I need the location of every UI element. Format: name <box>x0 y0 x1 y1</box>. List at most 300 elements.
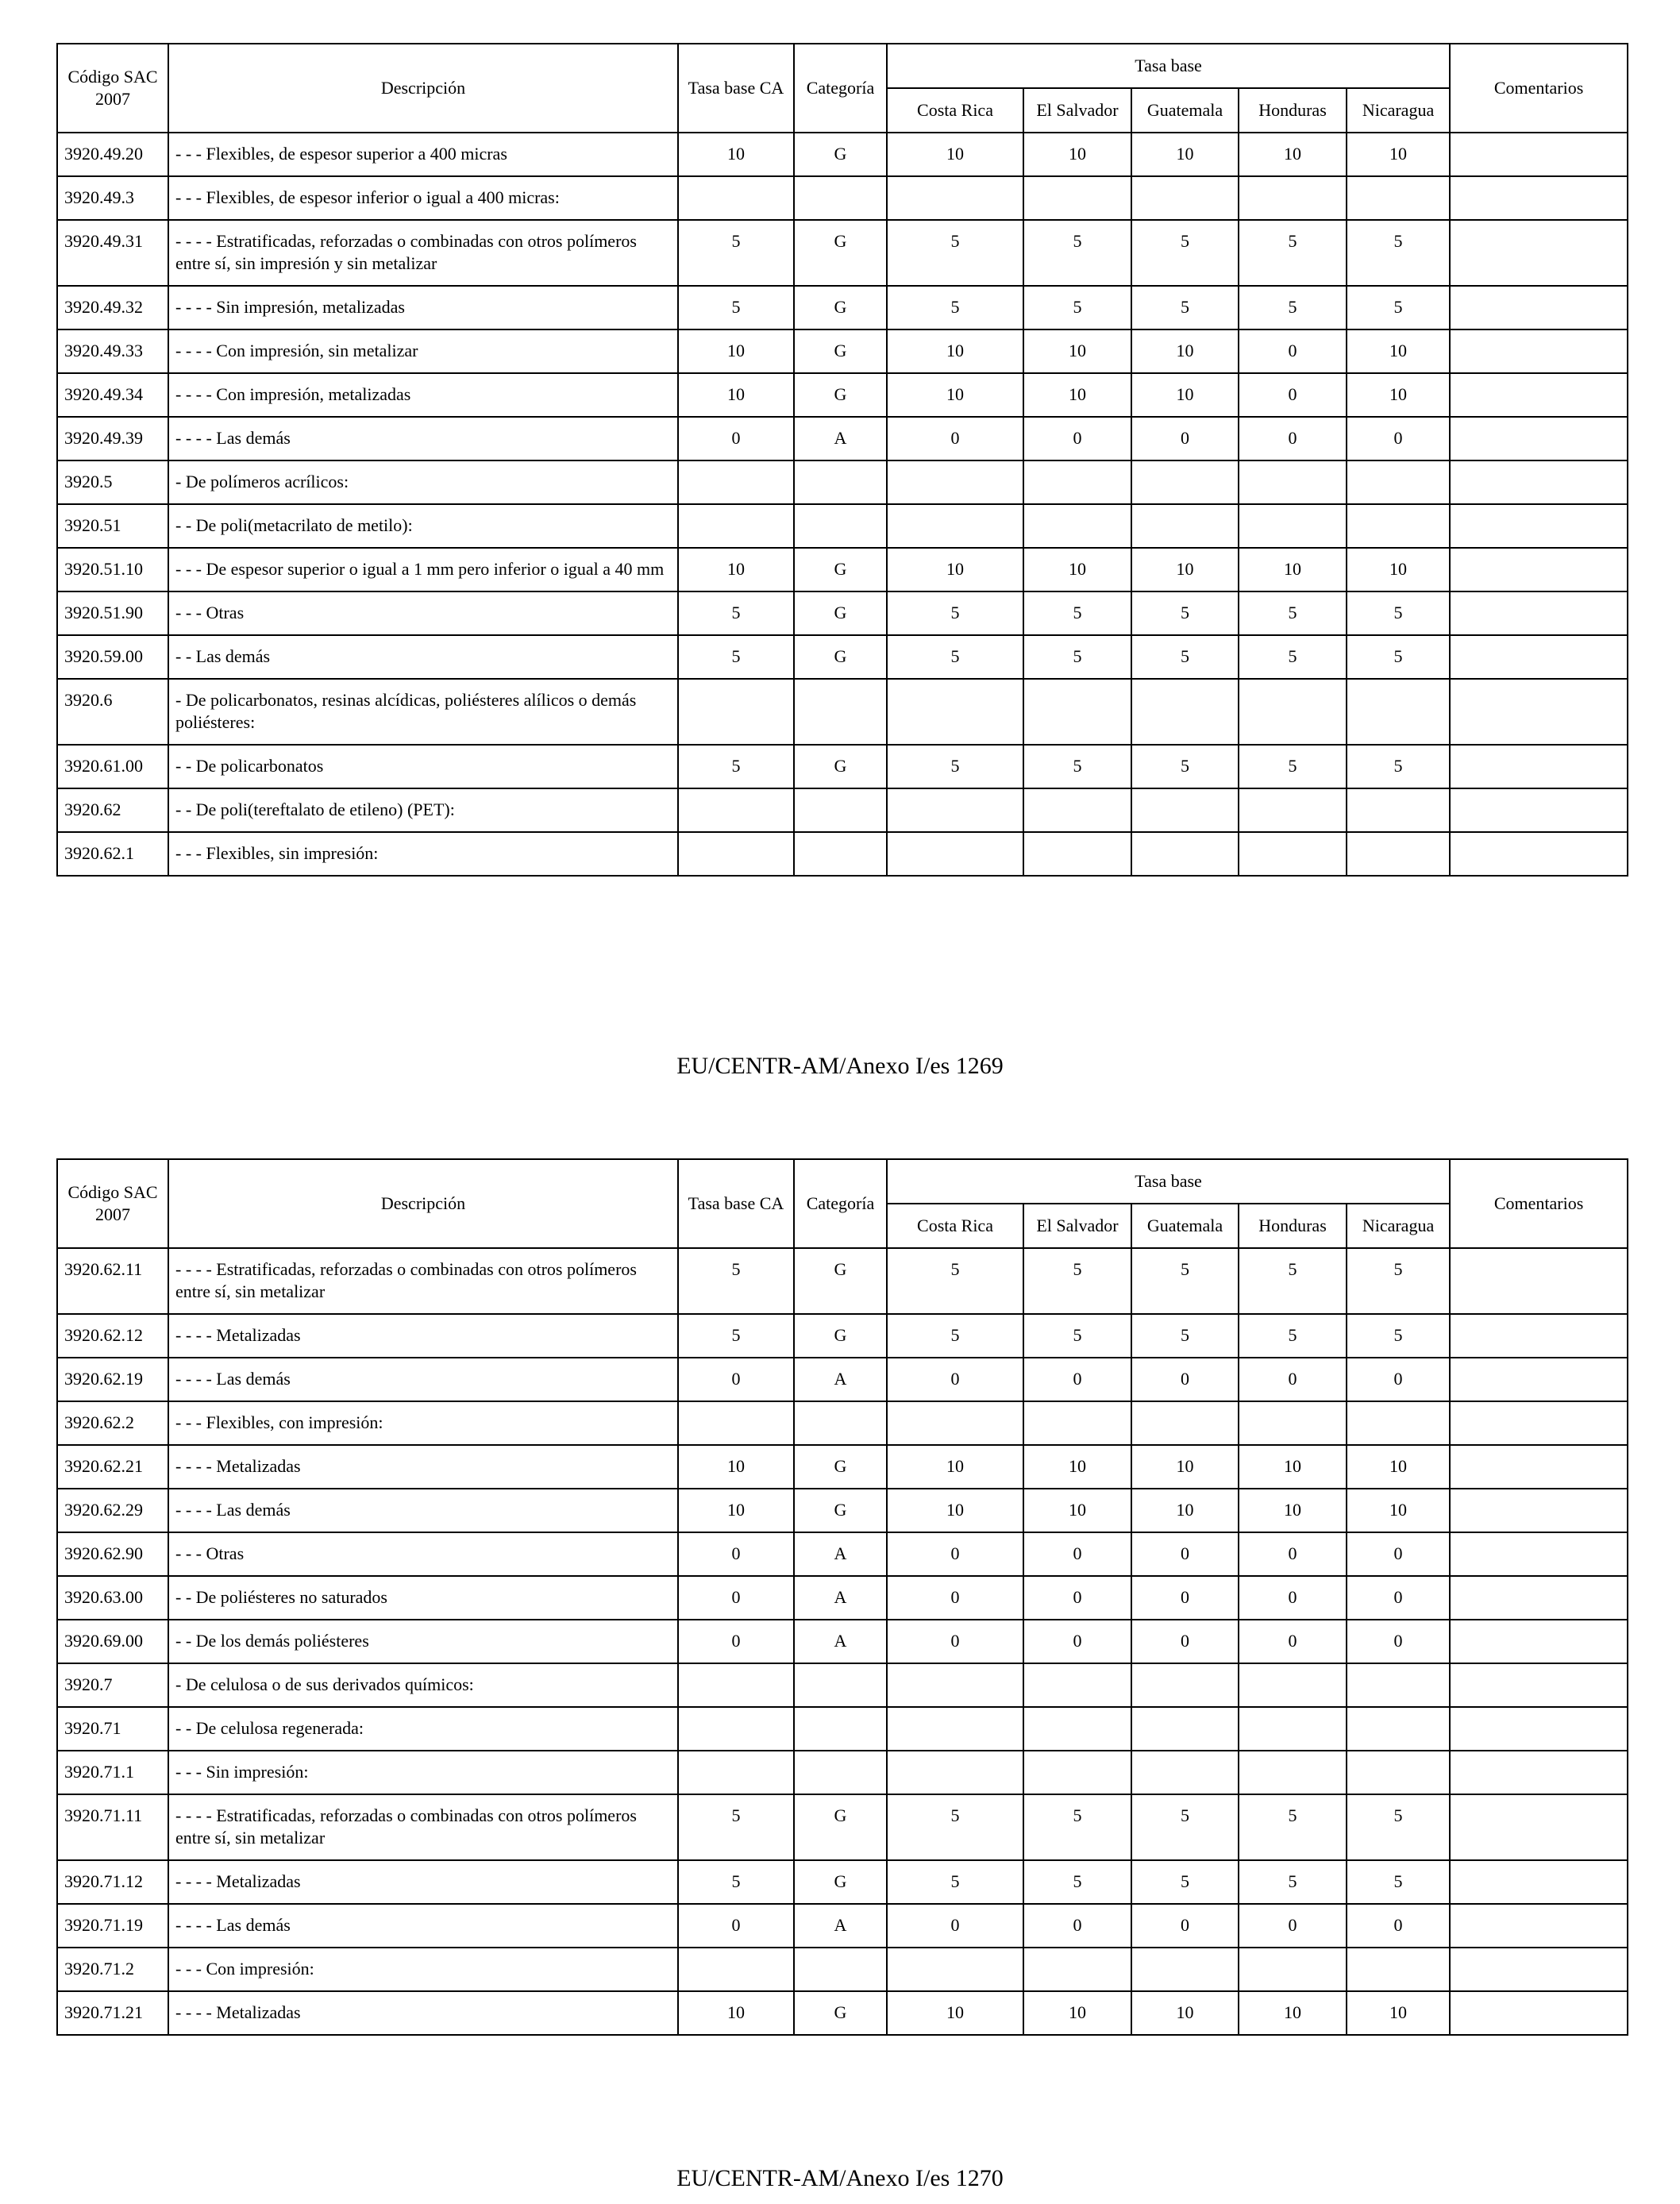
table-row <box>57 1860 1628 1904</box>
cell-code: 3920.71.21 <box>57 1991 168 2035</box>
cell-code: 3920.62.21 <box>57 1445 168 1489</box>
cell-rate-el-salvador: 10 <box>1023 1991 1131 2035</box>
cell-category <box>794 504 887 548</box>
table-row <box>57 220 1628 286</box>
cell-rate-costa-rica: 0 <box>887 1904 1023 1948</box>
cell-rate-el-salvador <box>1023 832 1131 876</box>
cell-comments <box>1450 1358 1628 1401</box>
cell-category: A <box>794 1904 887 1948</box>
cell-rate-nicaragua: 5 <box>1347 745 1450 788</box>
table-row <box>57 417 1628 460</box>
header-country-honduras: Honduras <box>1239 1204 1347 1248</box>
cell-rate-costa-rica: 5 <box>887 220 1023 286</box>
table-row <box>57 1401 1628 1445</box>
cell-rate-nicaragua: 10 <box>1347 329 1450 373</box>
cell-rate-el-salvador <box>1023 504 1131 548</box>
header-base-rate: Tasa base <box>887 1159 1450 1204</box>
cell-description: - - De poliésteres no saturados <box>168 1576 678 1620</box>
cell-description: - - - - Las demás <box>168 417 678 460</box>
cell-category: G <box>794 1489 887 1532</box>
cell-category: G <box>794 133 887 176</box>
cell-comments <box>1450 176 1628 220</box>
cell-rate-honduras: 0 <box>1239 1904 1347 1948</box>
cell-base-rate-ca: 10 <box>678 133 794 176</box>
cell-rate-honduras: 5 <box>1239 286 1347 329</box>
cell-base-rate-ca <box>678 1948 794 1991</box>
cell-comments <box>1450 1794 1628 1860</box>
table-row <box>57 286 1628 329</box>
cell-rate-el-salvador <box>1023 1707 1131 1751</box>
cell-rate-nicaragua: 5 <box>1347 1860 1450 1904</box>
cell-rate-guatemala: 0 <box>1131 417 1239 460</box>
cell-description: - - - - Metalizadas <box>168 1991 678 2035</box>
cell-base-rate-ca <box>678 679 794 745</box>
cell-comments <box>1450 1991 1628 2035</box>
cell-base-rate-ca: 5 <box>678 591 794 635</box>
header-country-nicaragua: Nicaragua <box>1347 88 1450 133</box>
cell-rate-guatemala: 5 <box>1131 591 1239 635</box>
cell-rate-nicaragua: 5 <box>1347 286 1450 329</box>
cell-description: - - - - Las demás <box>168 1358 678 1401</box>
cell-code: 3920.5 <box>57 460 168 504</box>
cell-rate-honduras <box>1239 176 1347 220</box>
cell-rate-nicaragua: 10 <box>1347 1991 1450 2035</box>
cell-description: - - - - Con impresión, sin metalizar <box>168 329 678 373</box>
cell-rate-el-salvador: 5 <box>1023 635 1131 679</box>
cell-code: 3920.51.90 <box>57 591 168 635</box>
cell-category: G <box>794 1248 887 1314</box>
cell-category <box>794 788 887 832</box>
cell-code: 3920.71.1 <box>57 1751 168 1794</box>
table-row <box>57 1532 1628 1576</box>
cell-rate-el-salvador: 5 <box>1023 745 1131 788</box>
cell-rate-nicaragua: 5 <box>1347 1794 1450 1860</box>
cell-base-rate-ca <box>678 1401 794 1445</box>
cell-rate-honduras: 0 <box>1239 417 1347 460</box>
cell-rate-costa-rica: 10 <box>887 1991 1023 2035</box>
cell-rate-el-salvador: 0 <box>1023 1532 1131 1576</box>
cell-rate-nicaragua <box>1347 832 1450 876</box>
cell-rate-nicaragua <box>1347 460 1450 504</box>
cell-description: - - - - Las demás <box>168 1904 678 1948</box>
cell-rate-costa-rica: 10 <box>887 1489 1023 1532</box>
cell-code: 3920.63.00 <box>57 1576 168 1620</box>
cell-base-rate-ca: 10 <box>678 548 794 591</box>
cell-base-rate-ca <box>678 788 794 832</box>
cell-category: A <box>794 1358 887 1401</box>
header-base-rate: Tasa base <box>887 44 1450 88</box>
cell-comments <box>1450 1620 1628 1663</box>
table-row <box>57 460 1628 504</box>
cell-rate-nicaragua: 0 <box>1347 1532 1450 1576</box>
cell-base-rate-ca: 5 <box>678 1860 794 1904</box>
cell-base-rate-ca: 10 <box>678 1489 794 1532</box>
cell-rate-guatemala: 10 <box>1131 1991 1239 2035</box>
cell-rate-honduras <box>1239 1751 1347 1794</box>
cell-base-rate-ca <box>678 1751 794 1794</box>
cell-rate-nicaragua <box>1347 1401 1450 1445</box>
cell-category: A <box>794 1532 887 1576</box>
cell-rate-nicaragua <box>1347 788 1450 832</box>
cell-category: G <box>794 1314 887 1358</box>
header-code: Código SAC 2007 <box>57 44 168 133</box>
cell-description: - - De poli(metacrilato de metilo): <box>168 504 678 548</box>
cell-base-rate-ca: 10 <box>678 1991 794 2035</box>
cell-category <box>794 832 887 876</box>
cell-category: G <box>794 1991 887 2035</box>
cell-rate-honduras: 0 <box>1239 373 1347 417</box>
cell-rate-honduras: 5 <box>1239 1314 1347 1358</box>
cell-rate-nicaragua <box>1347 1751 1450 1794</box>
cell-comments <box>1450 745 1628 788</box>
cell-rate-costa-rica <box>887 832 1023 876</box>
cell-code: 3920.69.00 <box>57 1620 168 1663</box>
cell-code: 3920.62.29 <box>57 1489 168 1532</box>
cell-rate-nicaragua <box>1347 679 1450 745</box>
cell-code: 3920.71.12 <box>57 1860 168 1904</box>
header-category: Categoría <box>794 44 887 133</box>
cell-code: 3920.49.39 <box>57 417 168 460</box>
cell-code: 3920.49.3 <box>57 176 168 220</box>
cell-category <box>794 1663 887 1707</box>
cell-code: 3920.51.10 <box>57 548 168 591</box>
cell-rate-guatemala: 0 <box>1131 1358 1239 1401</box>
cell-rate-el-salvador: 10 <box>1023 329 1131 373</box>
header-country-honduras: Honduras <box>1239 88 1347 133</box>
cell-code: 3920.62.90 <box>57 1532 168 1576</box>
cell-rate-el-salvador <box>1023 176 1131 220</box>
cell-code: 3920.62.19 <box>57 1358 168 1401</box>
cell-rate-guatemala: 5 <box>1131 1860 1239 1904</box>
cell-comments <box>1450 1663 1628 1707</box>
cell-rate-honduras <box>1239 1401 1347 1445</box>
cell-rate-nicaragua: 5 <box>1347 591 1450 635</box>
cell-rate-el-salvador <box>1023 788 1131 832</box>
table-row <box>57 1576 1628 1620</box>
cell-code: 3920.71.2 <box>57 1948 168 1991</box>
cell-category <box>794 1401 887 1445</box>
cell-rate-costa-rica <box>887 788 1023 832</box>
cell-category: G <box>794 1860 887 1904</box>
table-row <box>57 133 1628 176</box>
cell-comments <box>1450 1314 1628 1358</box>
cell-base-rate-ca <box>678 176 794 220</box>
cell-rate-guatemala <box>1131 679 1239 745</box>
cell-base-rate-ca: 5 <box>678 745 794 788</box>
table-row <box>57 1314 1628 1358</box>
cell-description: - - De policarbonatos <box>168 745 678 788</box>
cell-description: - - - Flexibles, de espesor inferior o igual a 400 micras: <box>168 176 678 220</box>
cell-base-rate-ca: 0 <box>678 417 794 460</box>
cell-rate-nicaragua: 10 <box>1347 548 1450 591</box>
cell-rate-honduras <box>1239 788 1347 832</box>
cell-description: - - De los demás poliésteres <box>168 1620 678 1663</box>
cell-rate-guatemala: 10 <box>1131 548 1239 591</box>
cell-rate-honduras: 10 <box>1239 1991 1347 2035</box>
cell-rate-honduras <box>1239 504 1347 548</box>
table-row <box>57 1751 1628 1794</box>
cell-rate-costa-rica: 10 <box>887 1445 1023 1489</box>
cell-rate-el-salvador: 10 <box>1023 1489 1131 1532</box>
cell-code: 3920.49.32 <box>57 286 168 329</box>
cell-description: - - - - Sin impresión, metalizadas <box>168 286 678 329</box>
table-row <box>57 373 1628 417</box>
cell-rate-nicaragua: 5 <box>1347 220 1450 286</box>
cell-category <box>794 1948 887 1991</box>
cell-code: 3920.49.34 <box>57 373 168 417</box>
cell-code: 3920.61.00 <box>57 745 168 788</box>
cell-description: - - - - Con impresión, metalizadas <box>168 373 678 417</box>
cell-category: A <box>794 1620 887 1663</box>
table-row <box>57 1663 1628 1707</box>
header-category: Categoría <box>794 1159 887 1248</box>
cell-code: 3920.62.12 <box>57 1314 168 1358</box>
cell-comments <box>1450 832 1628 876</box>
cell-rate-guatemala <box>1131 1751 1239 1794</box>
cell-category: G <box>794 635 887 679</box>
header-description: Descripción <box>168 44 678 133</box>
cell-comments <box>1450 329 1628 373</box>
cell-category <box>794 679 887 745</box>
cell-comments <box>1450 788 1628 832</box>
cell-rate-costa-rica <box>887 1707 1023 1751</box>
table-row <box>57 832 1628 876</box>
cell-rate-honduras <box>1239 679 1347 745</box>
cell-comments <box>1450 417 1628 460</box>
cell-category: A <box>794 417 887 460</box>
cell-comments <box>1450 1707 1628 1751</box>
cell-rate-honduras: 10 <box>1239 1489 1347 1532</box>
cell-description: - - - Otras <box>168 591 678 635</box>
cell-rate-nicaragua: 0 <box>1347 1576 1450 1620</box>
cell-base-rate-ca: 10 <box>678 1445 794 1489</box>
cell-rate-guatemala <box>1131 832 1239 876</box>
cell-rate-costa-rica: 5 <box>887 591 1023 635</box>
cell-comments <box>1450 504 1628 548</box>
cell-category <box>794 176 887 220</box>
header-country-costa-rica: Costa Rica <box>887 88 1023 133</box>
cell-base-rate-ca: 5 <box>678 1314 794 1358</box>
cell-rate-guatemala: 0 <box>1131 1904 1239 1948</box>
cell-rate-honduras: 0 <box>1239 329 1347 373</box>
table-row <box>57 788 1628 832</box>
cell-comments <box>1450 286 1628 329</box>
cell-rate-nicaragua: 0 <box>1347 1904 1450 1948</box>
tariff-table-page-1269 <box>56 43 1628 877</box>
cell-rate-honduras <box>1239 1707 1347 1751</box>
cell-comments <box>1450 1401 1628 1445</box>
cell-comments <box>1450 1576 1628 1620</box>
cell-base-rate-ca: 5 <box>678 635 794 679</box>
cell-rate-nicaragua: 10 <box>1347 373 1450 417</box>
cell-code: 3920.62.11 <box>57 1248 168 1314</box>
header-country-nicaragua: Nicaragua <box>1347 1204 1450 1248</box>
cell-rate-nicaragua: 5 <box>1347 635 1450 679</box>
cell-rate-honduras <box>1239 1948 1347 1991</box>
cell-base-rate-ca: 5 <box>678 286 794 329</box>
table-row <box>57 1620 1628 1663</box>
cell-rate-el-salvador: 10 <box>1023 373 1131 417</box>
cell-comments <box>1450 548 1628 591</box>
table-row <box>57 1358 1628 1401</box>
table-row <box>57 1445 1628 1489</box>
cell-rate-honduras: 5 <box>1239 1248 1347 1314</box>
cell-rate-honduras: 0 <box>1239 1620 1347 1663</box>
cell-rate-costa-rica <box>887 1663 1023 1707</box>
cell-rate-guatemala: 10 <box>1131 373 1239 417</box>
cell-base-rate-ca <box>678 1663 794 1707</box>
cell-comments <box>1450 220 1628 286</box>
cell-rate-costa-rica: 10 <box>887 548 1023 591</box>
cell-comments <box>1450 1948 1628 1991</box>
cell-base-rate-ca: 0 <box>678 1904 794 1948</box>
cell-rate-nicaragua: 10 <box>1347 1445 1450 1489</box>
cell-rate-costa-rica: 5 <box>887 635 1023 679</box>
cell-description: - - - De espesor superior o igual a 1 mm pero inferior o igual a 40 mm <box>168 548 678 591</box>
table-row <box>57 176 1628 220</box>
cell-rate-honduras: 5 <box>1239 1860 1347 1904</box>
cell-rate-guatemala <box>1131 1663 1239 1707</box>
cell-rate-guatemala: 5 <box>1131 635 1239 679</box>
cell-comments <box>1450 591 1628 635</box>
cell-comments <box>1450 1445 1628 1489</box>
cell-rate-guatemala: 5 <box>1131 220 1239 286</box>
cell-description: - - De celulosa regenerada: <box>168 1707 678 1751</box>
cell-rate-nicaragua: 5 <box>1347 1314 1450 1358</box>
cell-base-rate-ca <box>678 460 794 504</box>
cell-rate-costa-rica: 10 <box>887 329 1023 373</box>
cell-category: G <box>794 329 887 373</box>
cell-comments <box>1450 679 1628 745</box>
header-country-guatemala: Guatemala <box>1131 1204 1239 1248</box>
cell-category: G <box>794 591 887 635</box>
cell-code: 3920.49.33 <box>57 329 168 373</box>
table-row <box>57 329 1628 373</box>
cell-rate-guatemala: 5 <box>1131 1314 1239 1358</box>
cell-rate-honduras: 5 <box>1239 635 1347 679</box>
table-row <box>57 1948 1628 1991</box>
cell-rate-nicaragua: 0 <box>1347 1358 1450 1401</box>
cell-rate-costa-rica: 10 <box>887 133 1023 176</box>
cell-category <box>794 1707 887 1751</box>
cell-rate-guatemala <box>1131 460 1239 504</box>
cell-code: 3920.7 <box>57 1663 168 1707</box>
cell-code: 3920.62 <box>57 788 168 832</box>
cell-rate-honduras: 10 <box>1239 1445 1347 1489</box>
cell-rate-honduras: 10 <box>1239 548 1347 591</box>
table-row <box>57 1707 1628 1751</box>
header-base-rate-ca: Tasa base CA <box>678 44 794 133</box>
cell-rate-costa-rica: 0 <box>887 1576 1023 1620</box>
cell-rate-el-salvador: 5 <box>1023 286 1131 329</box>
cell-code: 3920.51 <box>57 504 168 548</box>
header-base-rate-ca: Tasa base CA <box>678 1159 794 1248</box>
cell-rate-nicaragua: 0 <box>1347 1620 1450 1663</box>
cell-rate-costa-rica: 5 <box>887 286 1023 329</box>
cell-rate-costa-rica: 5 <box>887 745 1023 788</box>
table-row <box>57 1904 1628 1948</box>
cell-description: - De policarbonatos, resinas alcídicas, poliésteres alílicos o demás poliésteres: <box>168 679 678 745</box>
table-row <box>57 635 1628 679</box>
cell-rate-honduras <box>1239 460 1347 504</box>
table-row <box>57 1991 1628 2035</box>
header-country-costa-rica: Costa Rica <box>887 1204 1023 1248</box>
cell-description: - - - Con impresión: <box>168 1948 678 1991</box>
cell-rate-costa-rica <box>887 460 1023 504</box>
cell-rate-el-salvador: 5 <box>1023 220 1131 286</box>
cell-description: - - - - Estratificadas, reforzadas o combinadas con otros polímeros entre sí, sin metalizar <box>168 1248 678 1314</box>
cell-category: G <box>794 286 887 329</box>
cell-code: 3920.71.19 <box>57 1904 168 1948</box>
cell-rate-costa-rica: 0 <box>887 1358 1023 1401</box>
cell-code: 3920.6 <box>57 679 168 745</box>
cell-rate-guatemala <box>1131 176 1239 220</box>
cell-base-rate-ca: 10 <box>678 329 794 373</box>
table-row <box>57 1248 1628 1314</box>
cell-rate-honduras: 10 <box>1239 133 1347 176</box>
cell-category <box>794 460 887 504</box>
cell-category: G <box>794 1445 887 1489</box>
cell-code: 3920.71 <box>57 1707 168 1751</box>
cell-rate-costa-rica: 5 <box>887 1794 1023 1860</box>
header-country-el-salvador: El Salvador <box>1023 1204 1131 1248</box>
page-footer-1269: EU/CENTR-AM/Anexo I/es 1269 <box>676 1053 1004 1079</box>
header-country-guatemala: Guatemala <box>1131 88 1239 133</box>
table-row <box>57 1489 1628 1532</box>
cell-description: - - - - Estratificadas, reforzadas o combinadas con otros polímeros entre sí, sin metalizar <box>168 1794 678 1860</box>
table-row <box>57 1794 1628 1860</box>
cell-code: 3920.49.20 <box>57 133 168 176</box>
cell-category: G <box>794 1794 887 1860</box>
cell-rate-guatemala: 10 <box>1131 329 1239 373</box>
cell-rate-guatemala <box>1131 1707 1239 1751</box>
table-row <box>57 548 1628 591</box>
header-code: Código SAC 2007 <box>57 1159 168 1248</box>
cell-rate-guatemala: 10 <box>1131 1445 1239 1489</box>
cell-rate-el-salvador: 5 <box>1023 1314 1131 1358</box>
cell-rate-guatemala: 0 <box>1131 1576 1239 1620</box>
cell-rate-costa-rica: 5 <box>887 1314 1023 1358</box>
table-body <box>57 1248 1628 2035</box>
cell-base-rate-ca <box>678 1707 794 1751</box>
cell-rate-costa-rica <box>887 1751 1023 1794</box>
cell-comments <box>1450 1489 1628 1532</box>
cell-description: - De polímeros acrílicos: <box>168 460 678 504</box>
cell-code: 3920.49.31 <box>57 220 168 286</box>
cell-rate-honduras: 5 <box>1239 591 1347 635</box>
cell-base-rate-ca <box>678 832 794 876</box>
cell-comments <box>1450 133 1628 176</box>
cell-rate-costa-rica: 0 <box>887 417 1023 460</box>
cell-rate-el-salvador <box>1023 1751 1131 1794</box>
table-row <box>57 591 1628 635</box>
cell-description: - - - - Las demás <box>168 1489 678 1532</box>
cell-rate-costa-rica: 5 <box>887 1860 1023 1904</box>
cell-rate-honduras: 5 <box>1239 220 1347 286</box>
cell-rate-costa-rica <box>887 1948 1023 1991</box>
cell-rate-guatemala: 10 <box>1131 133 1239 176</box>
cell-base-rate-ca: 0 <box>678 1620 794 1663</box>
cell-description: - - - - Estratificadas, reforzadas o combinadas con otros polímeros entre sí, sin impresión y sin metalizar <box>168 220 678 286</box>
cell-code: 3920.62.1 <box>57 832 168 876</box>
cell-base-rate-ca: 0 <box>678 1358 794 1401</box>
cell-description: - - - Sin impresión: <box>168 1751 678 1794</box>
cell-rate-el-salvador <box>1023 1663 1131 1707</box>
cell-rate-costa-rica <box>887 176 1023 220</box>
cell-comments <box>1450 1860 1628 1904</box>
cell-rate-el-salvador: 10 <box>1023 1445 1131 1489</box>
cell-rate-el-salvador: 0 <box>1023 1358 1131 1401</box>
